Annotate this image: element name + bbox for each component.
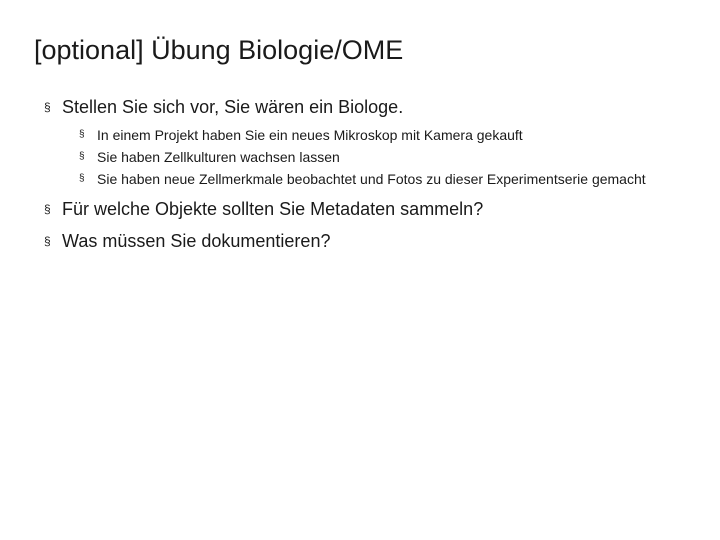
bullet-text: Was müssen Sie dokumentieren? [62, 231, 331, 251]
bullet-icon: § [79, 129, 85, 140]
bullet-text: Stellen Sie sich vor, Sie wären ein Biologe. [62, 97, 404, 117]
bullet-icon: § [44, 234, 51, 248]
bullet-item [44, 228, 694, 254]
sub-bullet-item [79, 168, 677, 190]
slide-title: [optional] Übung Biologie/OME [34, 35, 404, 65]
sub-bullet-text: In einem Projekt haben Sie ein neues Mikroskop mit Kamera gekauft [97, 127, 523, 143]
sub-bullet-item [79, 124, 677, 146]
bullet-item [44, 94, 694, 120]
sub-bullet-text: Sie haben Zellkulturen wachsen lassen [97, 149, 340, 165]
sub-bullet-text: Sie haben neue Zellmerkmale beobachtet und Fotos zu dieser Experimentserie gemacht [97, 171, 646, 187]
slide-content [44, 94, 694, 254]
bullet-icon: § [79, 173, 85, 184]
bullet-item [44, 196, 694, 222]
bullet-icon: § [44, 100, 51, 114]
sub-bullet-item [79, 146, 677, 168]
bullet-icon: § [44, 202, 51, 216]
sub-bullet-list [79, 124, 694, 190]
bullet-text: Für welche Objekte sollten Sie Metadaten sammeln? [62, 199, 484, 219]
bullet-icon: § [79, 151, 85, 162]
